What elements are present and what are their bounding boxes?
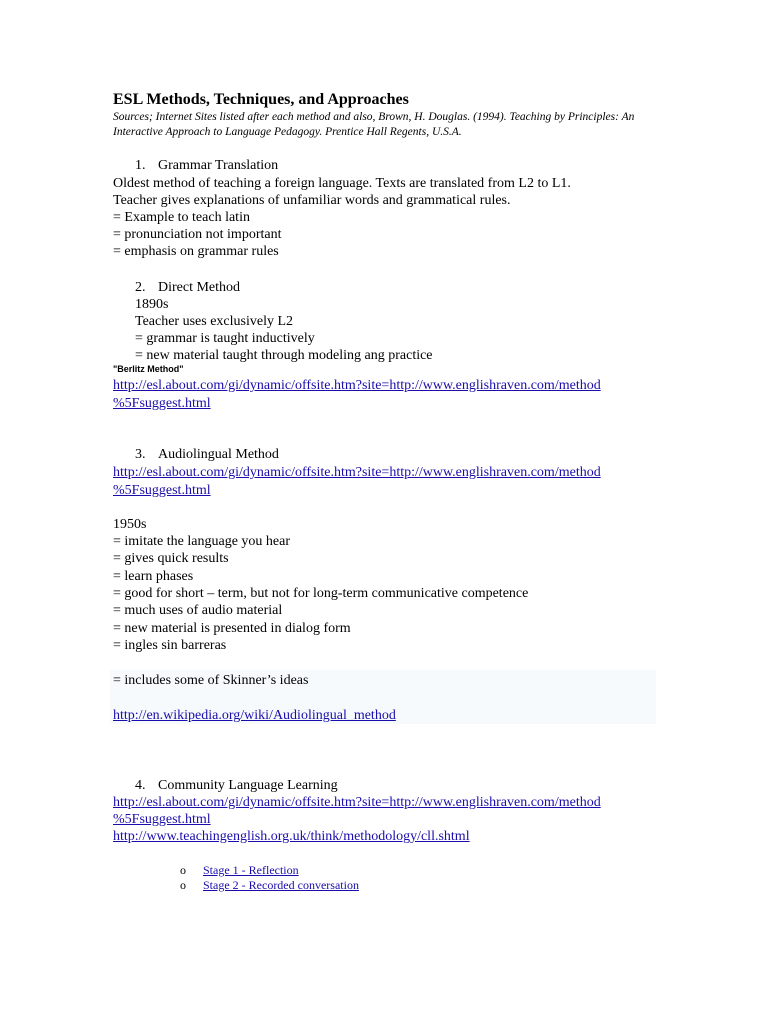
bullet-circle-icon: o [180,863,186,877]
wikipedia-link-line[interactable] [113,707,396,724]
section-3-line: = gives quick results [113,551,229,566]
section-1-line: = Example to teach latin [113,210,250,225]
section-3-line: = much uses of audio material [113,603,283,618]
section-3-line: = learn phases [113,569,194,584]
sources-citation: Sources; Internet Sites listed after each method and also, Brown, H. Douglas. (1994). Teaching by Principles: An Interactive Approach to Language Pedagogy. Prentice Hall Regents, U.S.A. [113,111,635,138]
document-title: ESL Methods, Techniques, and Approaches [113,91,409,108]
stage-1-link[interactable]: Stage 1 - Reflection [203,863,299,877]
section-1-line: Teacher gives explanations of unfamiliar words and grammatical rules. [113,193,511,208]
skinner-line: = includes some of Skinner’s ideas [113,673,309,688]
section-2-heading: Direct Method [158,280,241,295]
section-4-link[interactable] [113,794,601,811]
englishraven-link-cont[interactable]: %5Fsuggest.html [113,483,211,498]
section-2-line: = new material taught through modeling ang practice [135,348,433,363]
section-1-heading: Grammar Translation [158,158,279,173]
wikipedia-audiolingual-link[interactable]: http://en.wikipedia.org/wiki/Audiolingual_method [113,708,396,723]
section-3-line: = ingles sin barreras [113,638,227,653]
section-3-link-cont[interactable] [113,482,211,499]
section-1-line: = pronunciation not important [113,227,282,242]
teachingenglish-link-line[interactable] [113,828,470,845]
berlitz-note: "Berlitz Method" [113,364,184,374]
stage-2-link[interactable]: Stage 2 - Recorded conversation [203,878,359,892]
section-1-line: = emphasis on grammar rules [113,244,279,259]
englishraven-link-cont[interactable]: %5Fsuggest.html [113,396,211,411]
section-2-link[interactable] [113,377,601,394]
section-3-line: = imitate the language you hear [113,534,290,549]
section-1-number: 1. [135,158,146,173]
englishraven-link[interactable]: http://esl.about.com/gi/dynamic/offsite.htm?site=http://www.englishraven.com/method [113,378,601,393]
section-3-line: 1950s [113,517,147,532]
englishraven-link[interactable]: http://esl.about.com/gi/dynamic/offsite.htm?site=http://www.englishraven.com/method [113,795,601,810]
section-3-line: = new material is presented in dialog form [113,621,351,636]
section-3-line: = good for short – term, but not for long-term communicative competence [113,586,529,601]
section-2-line: = grammar is taught inductively [135,331,315,346]
section-2-link-cont[interactable] [113,395,211,412]
englishraven-link-cont[interactable]: %5Fsuggest.html [113,812,211,827]
section-4-number: 4. [135,778,146,793]
section-3-number: 3. [135,447,146,462]
stage-1-item[interactable] [203,863,299,877]
section-3-heading: Audiolingual Method [158,447,279,462]
section-4-link-cont[interactable] [113,811,211,828]
section-2-line: Teacher uses exclusively L2 [135,314,294,329]
englishraven-link[interactable]: http://esl.about.com/gi/dynamic/offsite.htm?site=http://www.englishraven.com/method [113,465,601,480]
stage-2-item[interactable] [203,878,359,892]
section-2-line: 1890s [135,297,169,312]
section-3-link[interactable] [113,464,601,481]
teachingenglish-link[interactable]: http://www.teachingenglish.org.uk/think/methodology/cll.shtml [113,829,470,844]
section-4-heading: Community Language Learning [158,778,338,793]
bullet-circle-icon: o [180,878,186,892]
section-2-number: 2. [135,280,146,295]
section-1-line: Oldest method of teaching a foreign language. Texts are translated from L2 to L1. [113,176,571,191]
